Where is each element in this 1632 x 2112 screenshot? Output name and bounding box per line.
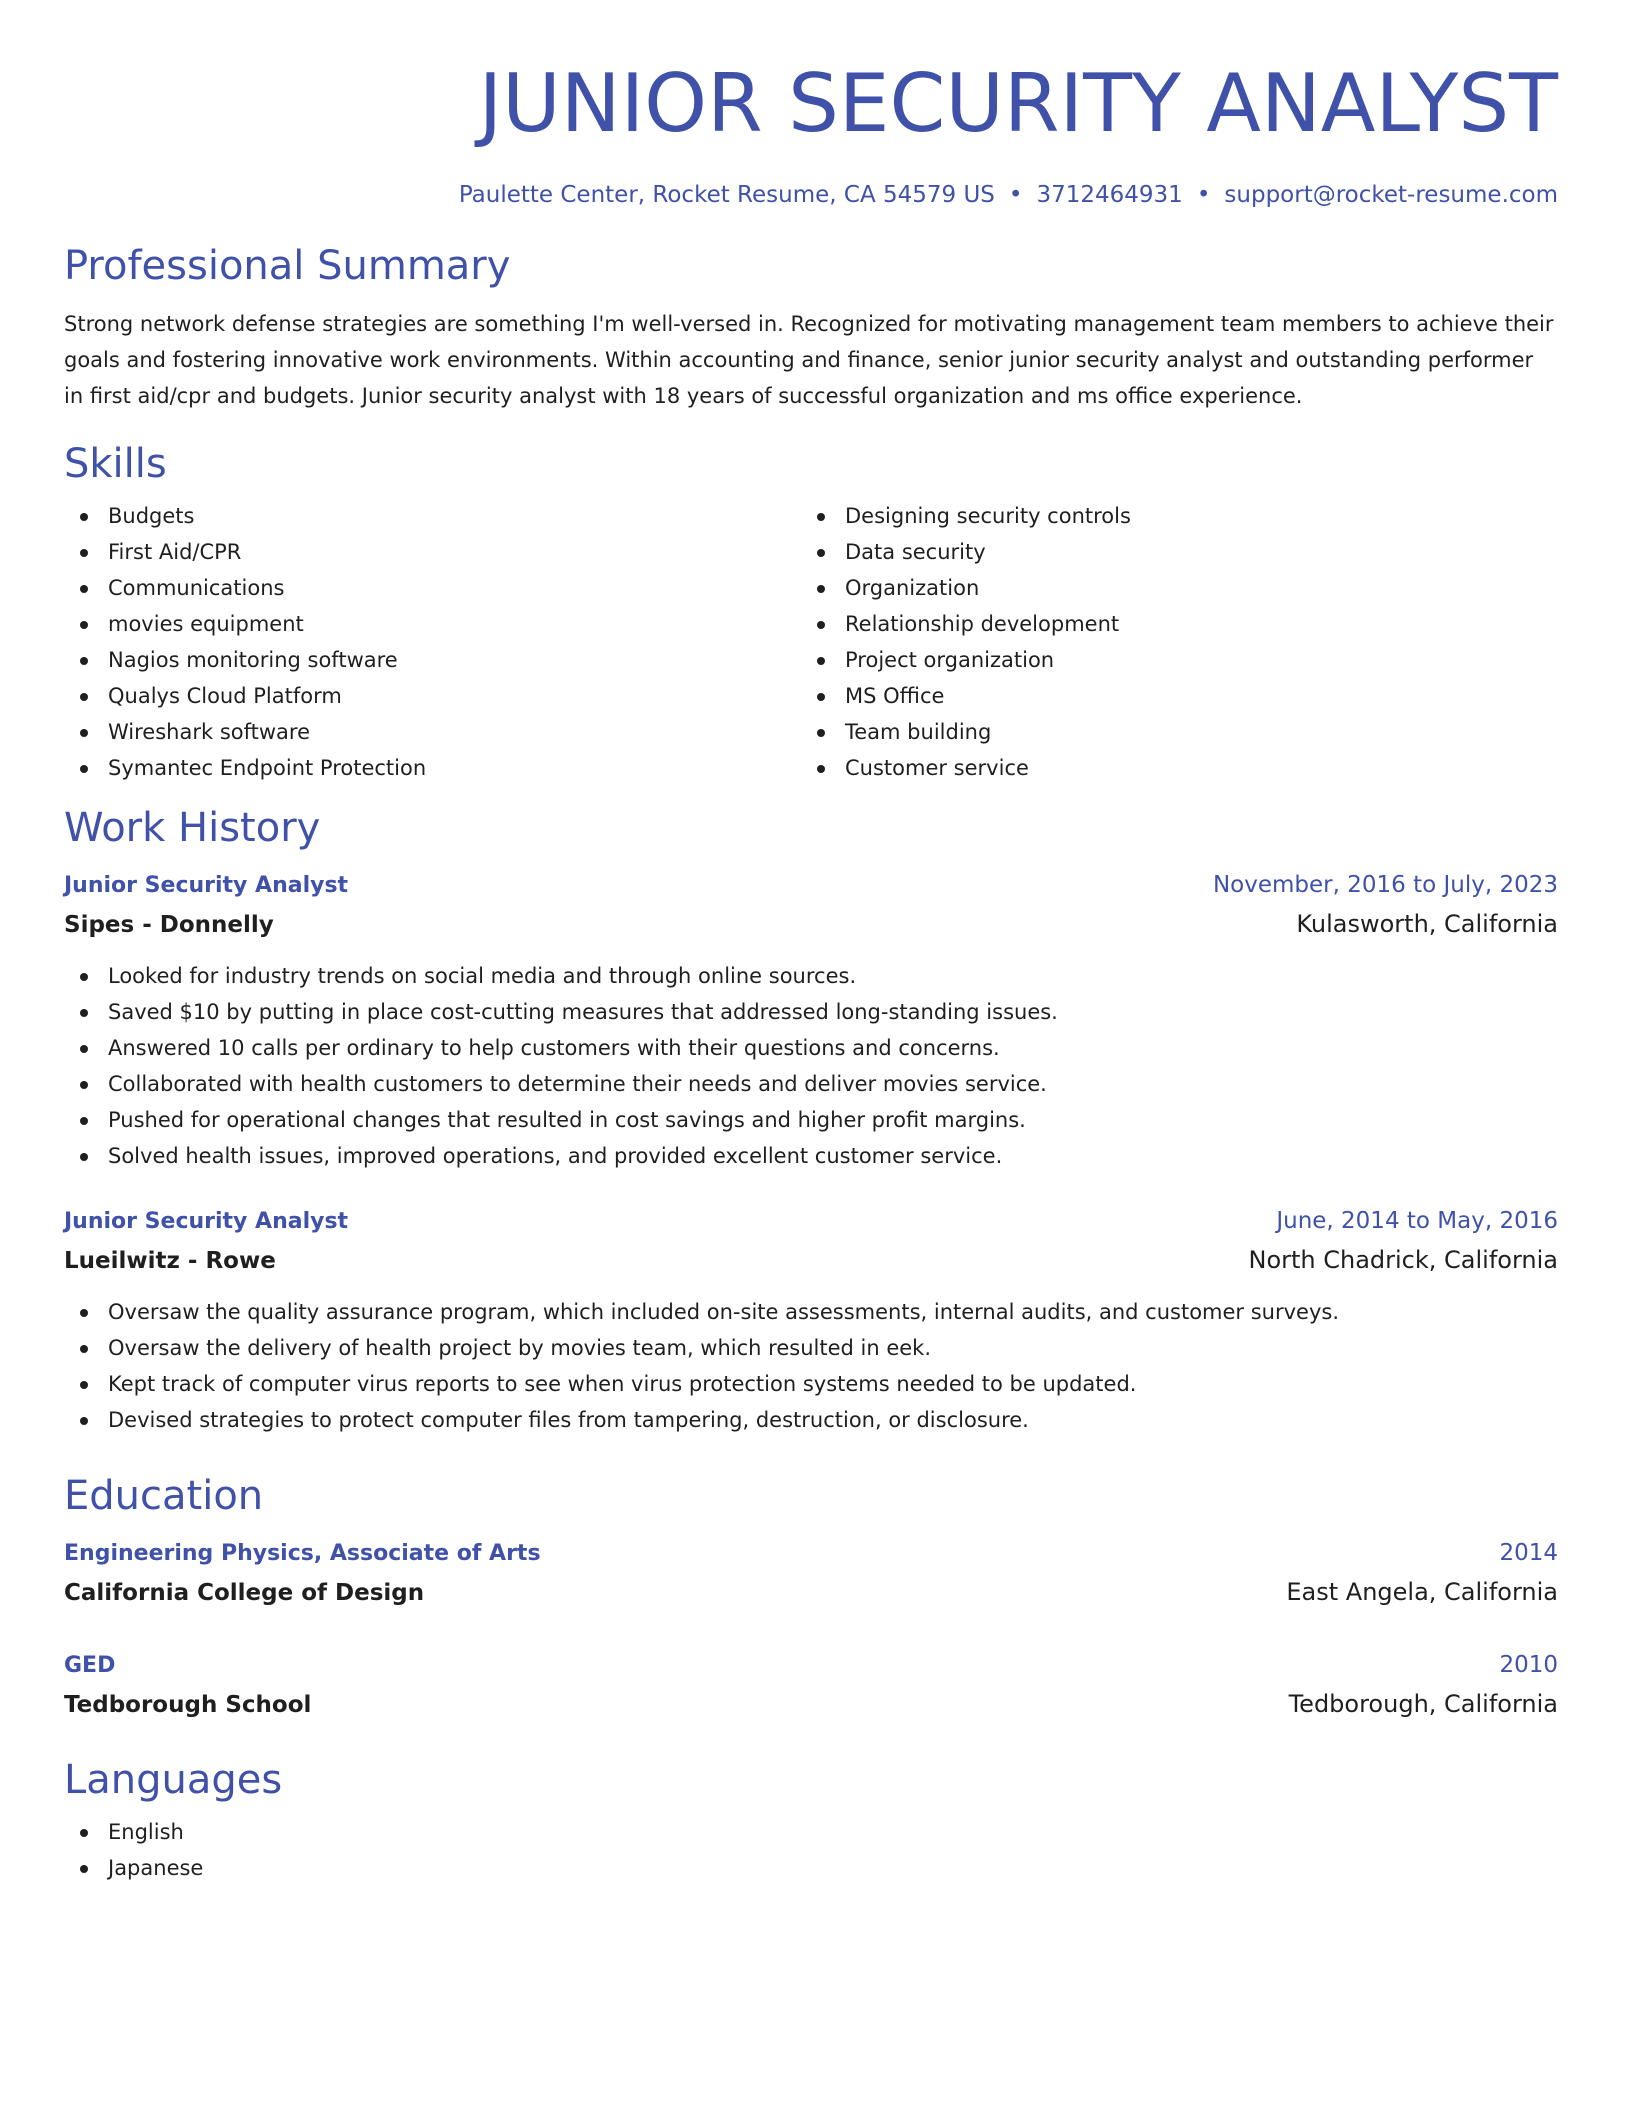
job-bullet: Devised strategies to protect computer files from tampering, destruction, or disclosure. [64, 1402, 1558, 1438]
education-location: East Angela, California [1286, 1578, 1558, 1606]
summary-heading: Professional Summary [64, 243, 511, 289]
skill-item: First Aid/CPR [64, 534, 801, 570]
education-degree: GED [64, 1653, 116, 1678]
education-school-row [64, 1685, 1558, 1724]
education-school-row [64, 1573, 1558, 1612]
resume-title: JUNIOR SECURITY ANALYST [478, 57, 1558, 150]
contact-separator: • [1008, 182, 1023, 208]
skill-item: Nagios monitoring software [64, 642, 801, 678]
contact-email: support@rocket-resume.com [1224, 182, 1558, 208]
skill-item: movies equipment [64, 606, 801, 642]
job-title-row [64, 866, 1558, 905]
job-title-row [64, 1202, 1558, 1241]
skills-list-left [64, 498, 801, 786]
education-year: 2010 [1499, 1652, 1558, 1678]
job-bullet-list [64, 958, 1558, 1174]
education-entry [64, 1646, 1558, 1724]
job-bullet: Oversaw the delivery of health project by movies team, which resulted in eek. [64, 1330, 1558, 1366]
summary-text: Strong network defense strategies are something I'm well-versed in. Recognized for motivating management team members to achieve their goals and fostering innovative work environments. Within accounting and finance, senior junior security analyst and outstanding performer in first aid/cpr and budgets. Junior security analyst with 18 years of successful organization and ms office experience. [64, 312, 1554, 408]
job-dates: June, 2014 to May, 2016 [1276, 1208, 1558, 1234]
education-degree-row [64, 1646, 1558, 1685]
job-bullet: Saved $10 by putting in place cost-cutting measures that addressed long-standing issues. [64, 994, 1558, 1030]
job-bullet: Answered 10 calls per ordinary to help customers with their questions and concerns. [64, 1030, 1558, 1066]
job-location: Kulasworth, California [1296, 910, 1558, 938]
education-degree: Engineering Physics, Associate of Arts [64, 1541, 541, 1566]
skill-item: Designing security controls [801, 498, 1538, 534]
contact-phone: 3712464931 [1036, 182, 1183, 208]
job-company: Lueilwitz - Rowe [64, 1248, 276, 1274]
job-bullet: Oversaw the quality assurance program, which included on-site assessments, internal audits, and customer surveys. [64, 1294, 1558, 1330]
job-company-row [64, 905, 1558, 944]
languages-heading: Languages [64, 1757, 283, 1803]
skills-heading: Skills [64, 441, 167, 487]
job-entry [64, 866, 1558, 1174]
skill-item: Budgets [64, 498, 801, 534]
job-bullet: Kept track of computer virus reports to see when virus protection systems needed to be updated. [64, 1366, 1558, 1402]
job-title: Junior Security Analyst [64, 1209, 349, 1234]
skill-item: Customer service [801, 750, 1538, 786]
skill-item: MS Office [801, 678, 1538, 714]
summary-section [64, 242, 1558, 414]
job-bullet: Pushed for operational changes that resulted in cost savings and higher profit margins. [64, 1102, 1558, 1138]
work-history-section [64, 804, 1558, 1438]
job-bullet: Looked for industry trends on social media and through online sources. [64, 958, 1558, 994]
job-bullet-list [64, 1294, 1558, 1438]
language-item: English [64, 1814, 1558, 1850]
job-company-row [64, 1241, 1558, 1280]
skill-item: Communications [64, 570, 801, 606]
skill-item: Relationship development [801, 606, 1538, 642]
skill-item: Wireshark software [64, 714, 801, 750]
education-degree-row [64, 1534, 1558, 1573]
language-item: Japanese [64, 1850, 1558, 1886]
skills-section [64, 440, 1558, 786]
skills-columns [64, 498, 1558, 786]
skills-list-right [801, 498, 1538, 786]
skill-item: Symantec Endpoint Protection [64, 750, 801, 786]
skill-item: Qualys Cloud Platform [64, 678, 801, 714]
contact-separator: • [1196, 182, 1211, 208]
job-bullet: Collaborated with health customers to determine their needs and deliver movies service. [64, 1066, 1558, 1102]
work-history-heading: Work History [64, 805, 321, 851]
job-bullet: Solved health issues, improved operations, and provided excellent customer service. [64, 1138, 1558, 1174]
education-entry [64, 1534, 1558, 1612]
contact-line [64, 180, 1558, 210]
resume-header [64, 0, 1558, 210]
job-entry [64, 1202, 1558, 1438]
job-dates: November, 2016 to July, 2023 [1212, 872, 1558, 898]
contact-address: Paulette Center, Rocket Resume, CA 54579 US [458, 182, 995, 208]
education-school: Tedborough School [64, 1692, 312, 1718]
skill-item: Data security [801, 534, 1538, 570]
education-heading: Education [64, 1473, 264, 1519]
skill-item: Team building [801, 714, 1538, 750]
job-company: Sipes - Donnelly [64, 912, 274, 938]
job-title: Junior Security Analyst [64, 873, 349, 898]
education-section [64, 1472, 1558, 1724]
education-year: 2014 [1499, 1540, 1558, 1566]
skill-item: Organization [801, 570, 1538, 606]
languages-section [64, 1756, 1558, 1886]
languages-list [64, 1814, 1558, 1886]
education-school: California College of Design [64, 1580, 425, 1606]
job-location: North Chadrick, California [1248, 1246, 1558, 1274]
skill-item: Project organization [801, 642, 1538, 678]
resume-page [64, 0, 1558, 1886]
education-location: Tedborough, California [1288, 1690, 1558, 1718]
